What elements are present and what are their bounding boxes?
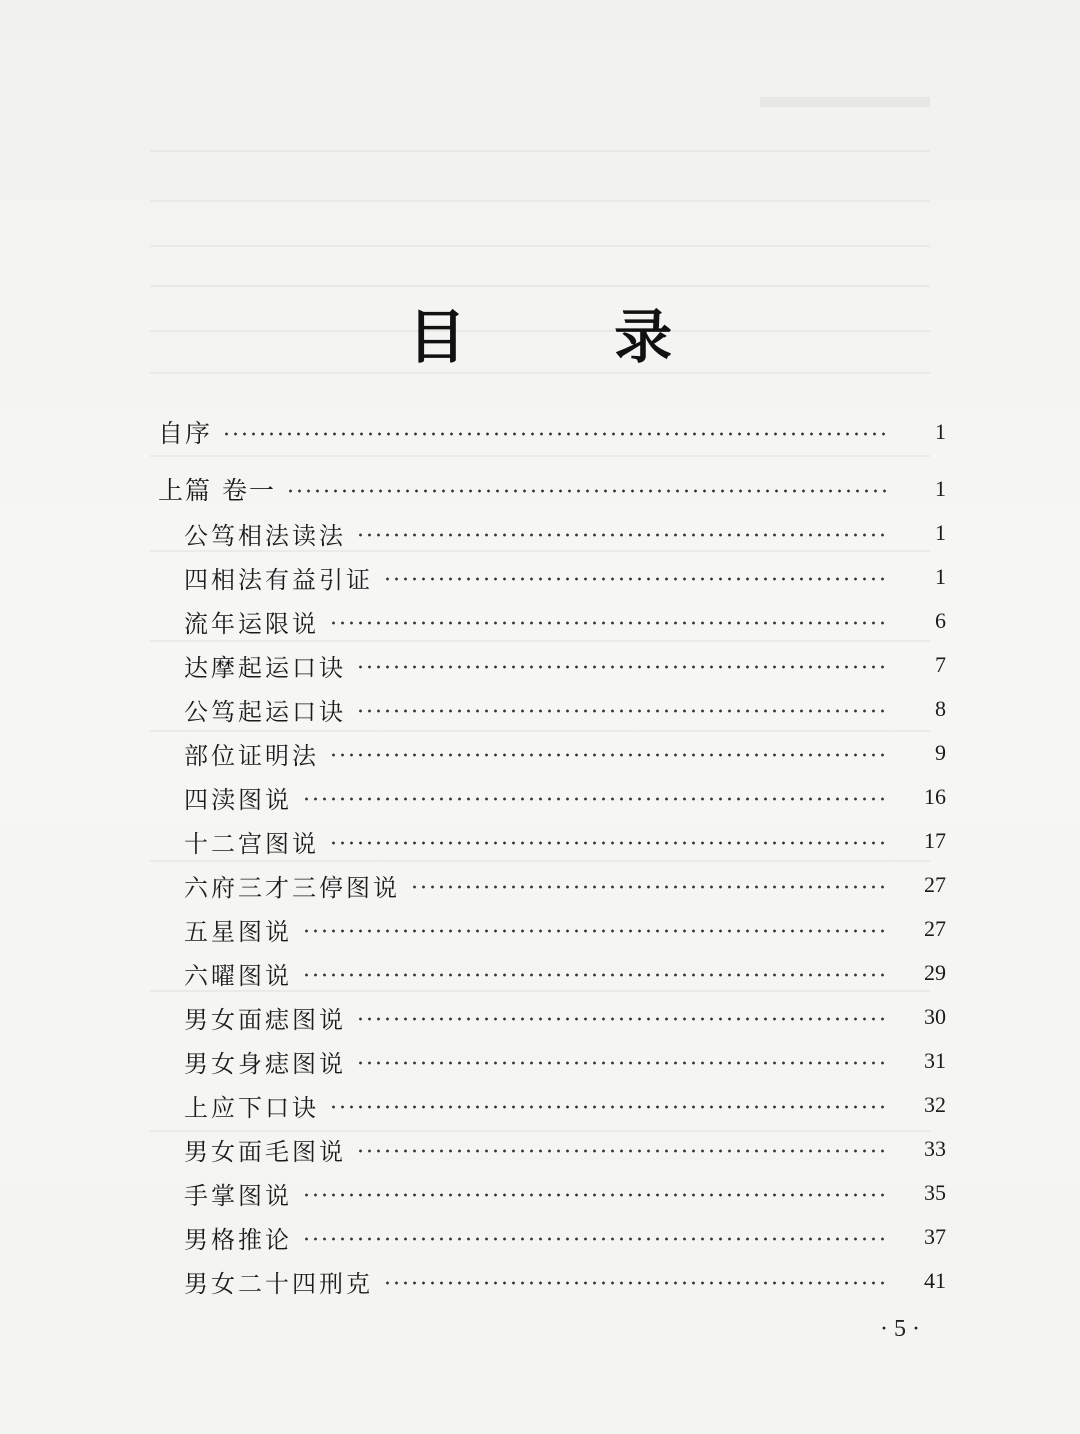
toc-entry-page: 32 [924,1092,946,1117]
toc-entry-page: 8 [935,696,946,721]
bleed-through-line [150,200,930,202]
toc-entry-label: 四相法有益引证 [184,565,373,594]
toc-entry [158,555,946,599]
toc-entry [158,467,946,511]
toc-entry [158,995,946,1039]
page-number: · 5 · [880,1316,920,1342]
bleed-through-line [150,245,930,247]
toc-entry [158,775,946,819]
toc-entry-page: 29 [924,960,946,985]
dot-leader [383,577,890,581]
dot-leader [302,797,890,801]
toc-entry [158,410,946,454]
toc-entry [158,907,946,951]
toc-entry-label: 四渎图说 [184,785,292,814]
toc-entry-label: 公笃相法读法 [184,521,346,550]
toc-entry-page: 35 [924,1180,946,1205]
toc-entry-page: 27 [924,916,946,941]
toc-entry-page: 33 [924,1136,946,1161]
toc-entry-page: 7 [935,652,946,677]
toc-entry-label: 男女二十四刑克 [184,1269,373,1298]
bleed-through-line [150,455,930,457]
toc-title: 目 录 [407,303,737,371]
dot-leader [356,665,890,669]
toc-entry [158,731,946,775]
toc-entry-page: 31 [924,1048,946,1073]
dot-leader [329,753,890,757]
toc-entry [158,599,946,643]
toc-entry [158,643,946,687]
toc-entry-label: 手掌图说 [184,1181,292,1210]
toc-entry-page: 1 [935,476,946,501]
toc-entry-label: 自序 [158,419,213,448]
toc-entry [158,819,946,863]
toc-entry [158,1171,946,1215]
dot-leader [329,1105,890,1109]
toc-entry-page: 9 [935,740,946,765]
toc-entry [158,1215,946,1259]
dot-leader [302,1237,890,1241]
toc-entry-page: 6 [935,608,946,633]
toc-entry-label: 十二宫图说 [184,829,319,858]
bleed-through-line [150,285,930,287]
toc-entry [158,1259,946,1303]
dot-leader [302,929,890,933]
dot-leader [302,1193,890,1197]
toc-entry-label: 男女身痣图说 [184,1049,346,1078]
toc-entry-page: 1 [935,419,946,444]
dot-leader [356,709,890,713]
toc-entry-page: 1 [935,564,946,589]
dot-leader [286,489,890,493]
dot-leader [222,432,890,436]
toc-entry [158,1083,946,1127]
toc-entry-label: 部位证明法 [184,741,319,770]
toc-entry-label: 上篇 卷一 [158,476,276,505]
toc-entry-label: 男格推论 [184,1225,292,1254]
toc-entry-label: 男女面痣图说 [184,1005,346,1034]
toc-entry [158,511,946,555]
toc-entry-label: 流年运限说 [184,609,319,638]
dot-leader [410,885,890,889]
dot-leader [356,1061,890,1065]
toc-entry [158,1039,946,1083]
toc-entry-page: 37 [924,1224,946,1249]
toc-entry [158,951,946,995]
toc-entry-page: 1 [935,520,946,545]
toc-entry-label: 六曜图说 [184,961,292,990]
toc-entry-label: 达摩起运口诀 [184,653,346,682]
toc-entry-page: 30 [924,1004,946,1029]
toc-entry-label: 上应下口诀 [184,1093,319,1122]
dot-leader [329,621,890,625]
toc-entry-label: 五星图说 [184,917,292,946]
dot-leader [329,841,890,845]
dot-leader [302,973,890,977]
toc-entry-page: 41 [924,1268,946,1293]
dot-leader [356,533,890,537]
dot-leader [383,1281,890,1285]
toc-entry-label: 公笃起运口诀 [184,697,346,726]
dot-leader [356,1149,890,1153]
toc-entry [158,687,946,731]
bleed-through-line [150,150,930,152]
dot-leader [356,1017,890,1021]
toc-entry-page: 27 [924,872,946,897]
toc-entry [158,863,946,907]
toc-entry-page: 16 [924,784,946,809]
toc-entry-label: 六府三才三停图说 [184,873,400,902]
toc-entry [158,1127,946,1171]
toc-entry-page: 17 [924,828,946,853]
bleed-through-header [760,97,930,107]
toc-entry-label: 男女面毛图说 [184,1137,346,1166]
